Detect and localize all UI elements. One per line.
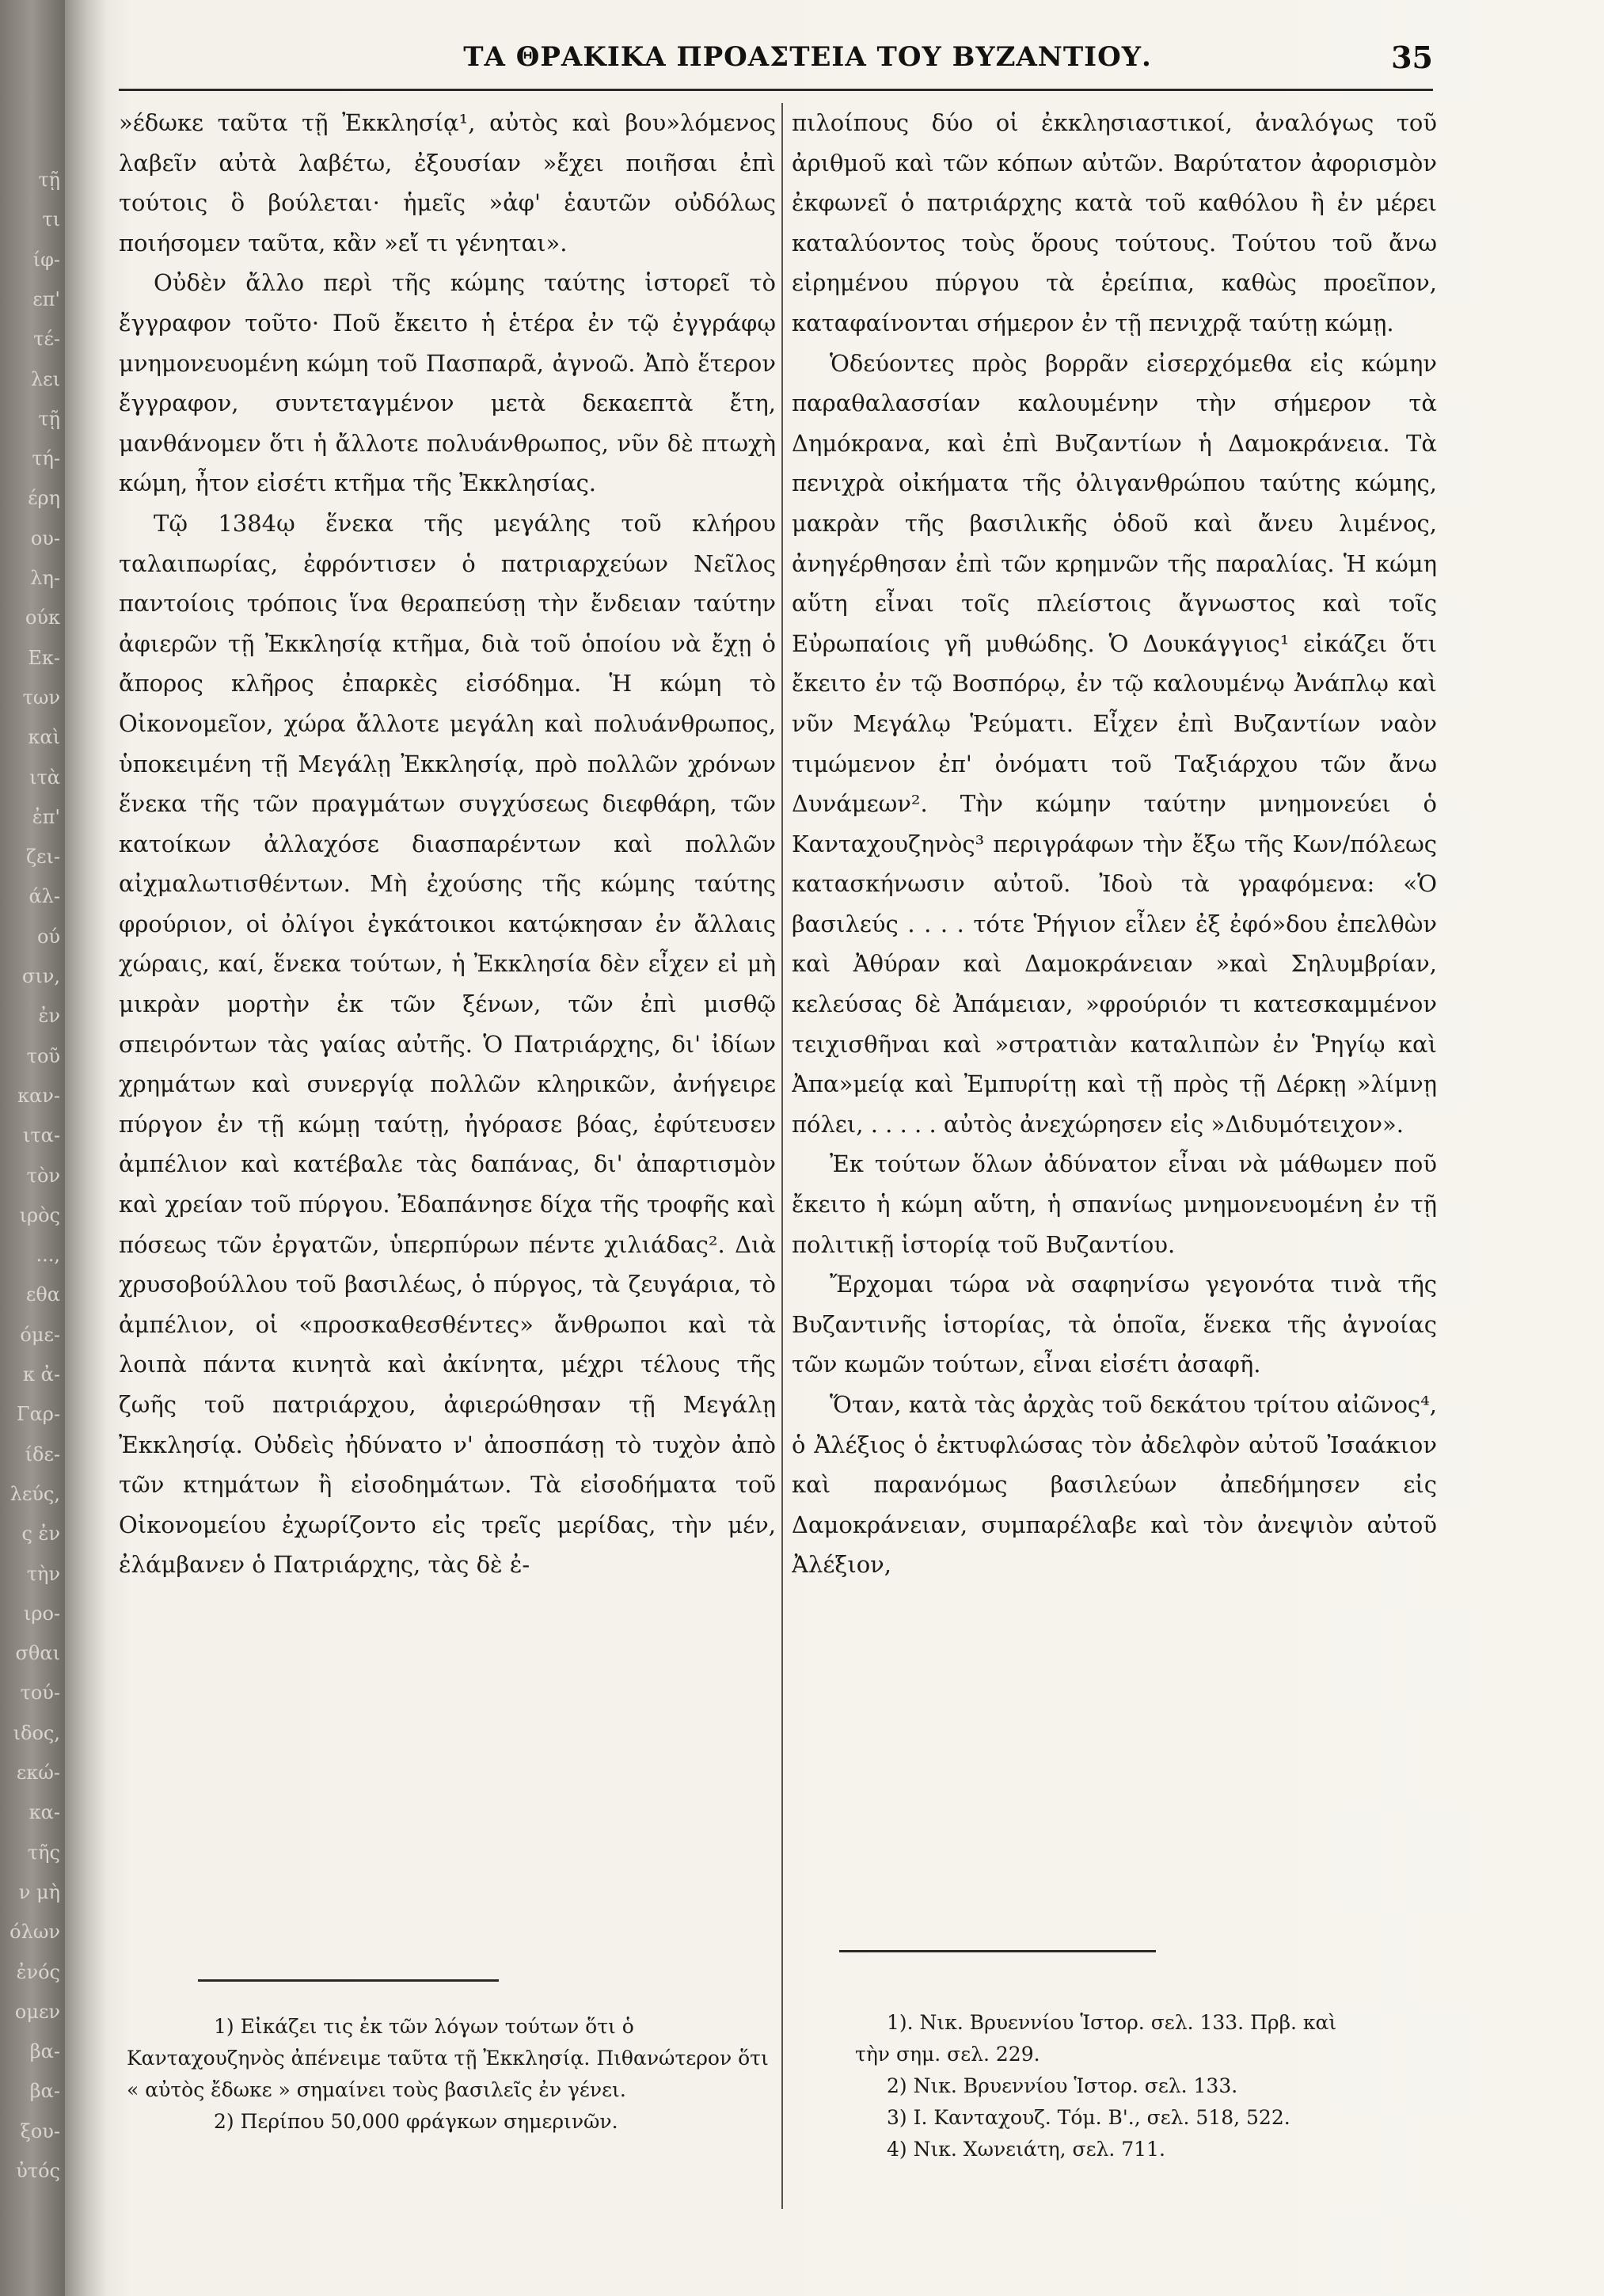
margin-fragment: ς ἐν xyxy=(21,1522,60,1545)
margin-fragment: τὴν xyxy=(26,1563,60,1585)
margin-fragment: Γαρ- xyxy=(16,1403,60,1425)
margin-fragment: ίφ- xyxy=(32,249,60,271)
margin-fragment: τέ- xyxy=(33,328,60,350)
footnote: 1) Εἰκάζει τις ἐκ τῶν λόγων τούτων ὅτι ὁ Κανταχουζηνὸς ἀπένειμε ταῦτα τῇ Ἐκκλησίᾳ. Πιθανώτερον ὅτι « αὐτὸς ἔδωκε » σημαίνει τοὺς βασιλεῖς ἐν γένει. xyxy=(127,2015,769,2101)
margin-fragment: ου- xyxy=(30,527,60,549)
margin-fragment: ἐπ' xyxy=(32,806,60,828)
footnote: 3) Ι. Κανταχουζ. Τόμ. Β'., σελ. 518, 522. xyxy=(887,2106,1290,2129)
paragraph: Ὅταν, κατὰ τὰς ἀρχὰς τοῦ δεκάτου τρίτου αἰῶνος⁴, ὁ Ἀλέξιος ὁ ἐκτυφλώσας τὸν ἀδελφὸν αὐτοῦ Ἰσαάκιον καὶ παρανόμως βασιλεύων ἀπεδήμησεν εἰς Δαμοκράνειαν, συμπαρέλαβε καὶ τὸν ἀνεψιὸν αὐτοῦ Ἀλέξιον, xyxy=(792,1391,1437,1579)
margin-fragment: ἐνός xyxy=(16,1961,60,1983)
margin-fragment: σιν, xyxy=(21,965,60,987)
margin-fragment: κ ἀ- xyxy=(23,1363,60,1386)
margin-fragment: βα- xyxy=(29,2080,60,2102)
margin-fragment: ὐτός xyxy=(16,2160,60,2182)
paragraph: Οὐδὲν ἄλλο περὶ τῆς κώμης ταύτης ἱστορεῖ τὸ ἔγγραφον τοῦτο· Ποῦ ἔκειτο ἡ ἑτέρα ἐν τῷ ἐγγράφῳ μνημονευομένη κώμη τοῦ Πασπαρᾶ, ἀγνοῶ. Ἀπὸ ἕτερον ἔγγραφον, συντεταγμένον μετὰ δεκαεπτὰ ἔτη, μανθάνομεν ὅτι ἡ ἄλλοτε πολυάνθρωπος, νῦν δὲ πτωχὴ κώμη, ἦτον εἰσέτι κτῆμα τῆς Ἐκκλησίας. xyxy=(119,269,776,497)
header-rule xyxy=(119,89,1433,91)
page-number: 35 xyxy=(1391,40,1433,75)
margin-fragment: τῇ xyxy=(38,169,60,191)
footnote-rule-right xyxy=(839,1950,1156,1952)
margin-fragment: τι xyxy=(42,208,60,230)
margin-fragment: κα- xyxy=(29,1801,60,1823)
footnote-rule-left xyxy=(198,1979,499,1982)
footnotes-left xyxy=(127,2011,776,2209)
paragraph: Τῷ 1384ῳ ἕνεκα τῆς μεγάλης τοῦ κλήρου ταλαιπωρίας, ἐφρόντισεν ὁ πατριαρχεύων Νεῖλος παντοίοις τρόποις ἵνα θεραπεύσῃ τὴν ἔνδειαν ταύτην ἀφιερῶν τῇ Ἐκκλησίᾳ κτῆμα, διὰ τοῦ ὁποίου νὰ ἔχῃ ὁ ἄπορος κλῆρος ἐπαρκὲς εἰσόδημα. Ἡ κώμη τὸ Οἰκονομεῖον, χώρα ἄλλοτε μεγάλη καὶ πολυάνθρωπος, ὑποκειμένη τῇ Μεγάλῃ Ἐκκλησίᾳ, πρὸ πολλῶν χρόνων ἕνεκα τῆς τῶν πραγμάτων συγχύσεως διεφθάρη, τῶν κατοίκων ἀλλαχόσε διασπαρέντων καὶ πολλῶν αἰχμαλωτισθέντων. Μὴ ἐχούσης τῆς κώμης ταύτης φρούριον, οἱ ὀλίγοι ἐγκάτοικοι κατῴκησαν ἐν ἄλλαις χώραις, καί, ἕνεκα τούτων, ἡ Ἐκκλησία δὲν εἶχεν εἰ μὴ μικρὰν μορτὴν ἐκ τῶν ξένων, τῶν ἐπὶ μισθῷ σπειρόντων τὰς γαίας αὐτῆς. Ὁ Πατριάρχης, δι' ἰδίων χρημάτων καὶ συνεργίᾳ πολλῶν κληρικῶν, ἀνήγειρε πύργον ἐν τῇ κώμῃ ταύτῃ, ἠγόρασε βόας, ἐφύτευσεν ἀμπέλιον καὶ κατέβαλε τὰς δαπάνας, δι' ἀπαρτισμὸν καὶ χρείαν τοῦ πύργου. Ἐδαπάνησε δίχα τῆς τροφῆς καὶ πόσεως τῶν ἐργατῶν, ὑπερπύρων πέντε χιλιάδας². Διὰ χρυσοβούλλου τοῦ βασιλέως, ὁ πύργος, τὰ ζευγάρια, τὸ ἀμπέλιον, οἱ «προσκαθεσθέντες» ἄνθρωποι καὶ τὰ λοιπὰ πάντα κινητὰ καὶ ἀκίνητα, μέχρι τέλους τῆς ζωῆς τοῦ πατριάρχου, ἀφιερώθησαν τῇ Μεγάλῃ Ἐκκλησίᾳ. Οὐδεὶς ἠδύνατο ν' ἀποσπάσῃ τὸ τυχὸν ἀπὸ τῶν κτημάτων ἢ εἰσοδημάτων. Τὰ εἰσοδήματα τοῦ Οἰκονομείου ἐχωρίζοντο εἰς τρεῖς μερίδας, τὴν μέν, ἐλάμβανεν ὁ Πατριάρχης, τὰς δὲ ἐ- xyxy=(119,509,776,1579)
footnote: 1). Νικ. Βρυεννίου Ἱστορ. σελ. 133. Πρβ. καὶ xyxy=(887,2011,1337,2034)
margin-fragment: τοῦ xyxy=(26,1045,60,1067)
left-column xyxy=(119,103,776,1924)
margin-fragment: λει xyxy=(30,368,60,390)
margin-fragment: σθαι xyxy=(15,1642,60,1664)
margin-fragment: ίδε- xyxy=(25,1443,60,1465)
paragraph: πιλοίπους δύο οἱ ἐκκλησιαστικοί, ἀναλόγως τοῦ ἀριθμοῦ καὶ τῶν κόπων αὐτῶν. Βαρύτατον ἀφορισμὸν ἐκφωνεῖ ὁ πατριάρχης κατὰ τοῦ καθόλου ἢ ἐν μέρει καταλύοντος τοὺς ὅρους τούτους. Τούτου τοῦ ἄνω εἰρημένου πύργου τὰ ἐρείπια, καθὼς προεῖπον, καταφαίνονται σήμερον ἐν τῇ πενιχρᾷ ταύτῃ κώμῃ. xyxy=(792,109,1437,336)
margin-fragment: ιρὸς xyxy=(19,1204,60,1226)
margin-fragment: βα- xyxy=(29,2040,60,2062)
paragraph: Ἐκ τούτων ὅλων ἀδύνατον εἶναι νὰ μάθωμεν ποῦ ἔκειτο ἡ κώμη αὕτη, ἡ σπανίως μνημονευομένη ἐν τῇ πολιτικῇ ἱστορίᾳ τοῦ Βυζαντίου. xyxy=(792,1150,1437,1258)
footnote: τὴν σημ. σελ. 229. xyxy=(855,2043,1040,2066)
margin-fragment: καν- xyxy=(17,1085,60,1107)
margin-fragment: καὶ xyxy=(28,726,60,748)
margin-fragment: ούκ xyxy=(25,606,60,629)
margin-fragment: λη- xyxy=(30,567,60,589)
margin-fragment: άλ- xyxy=(29,885,60,907)
margin-fragment: επ' xyxy=(32,288,60,310)
margin-fragment: ιτὰ xyxy=(29,766,60,789)
margin-fragment: ξου- xyxy=(20,2120,60,2142)
footnote: 4) Νικ. Χωνειάτη, σελ. 711. xyxy=(887,2138,1165,2161)
margin-fragment: όμε- xyxy=(20,1324,60,1346)
margin-fragment: των xyxy=(22,686,60,709)
right-column xyxy=(792,103,1437,1924)
margin-fragment: εκώ- xyxy=(16,1762,60,1784)
footnote: 2) Νικ. Βρυεννίου Ἱστορ. σελ. 133. xyxy=(887,2074,1238,2097)
margin-fragment: ομεν xyxy=(14,2001,60,2023)
margin-fragment: ιδος, xyxy=(13,1722,60,1744)
column-divider xyxy=(781,103,783,2209)
footnotes-right xyxy=(855,2007,1457,2221)
margin-fragment: τὸν xyxy=(26,1165,60,1187)
margin-fragment: ..., xyxy=(36,1244,60,1266)
margin-fragment: ζει- xyxy=(26,846,60,868)
paragraph: »έδωκε ταῦτα τῇ Ἐκκλησίᾳ¹, αὐτὸς καὶ βου»λόμενος λαβεῖν αὐτὰ λαβέτω, ἐξουσίαν »ἔχει ποιῆσαι ἐπὶ τούτοις ὃ βούλεται· ἡμεῖς »ἀφ' ἑαυτῶν οὐδόλως ποιήσομεν ταῦτα, κἂν »εἴ τι γένηται». xyxy=(119,109,776,257)
margin-fragment: τή- xyxy=(32,447,60,469)
paragraph: Ὁδεύοντες πρὸς βορρᾶν εἰσερχόμεθα εἰς κώμην παραθαλασσίαν καλουμένην τὴν σήμερον τὰ Δημόκρανα, καὶ ἐπὶ Βυζαντίων ἡ Δαμοκράνεια. Τὰ πενιχρὰ οἰκήματα τῆς ὀλιγανθρώπου ταύτης κώμης, μακρὰν τῆς βασιλικῆς ὁδοῦ καὶ ἄνευ λιμένος, ἀνηγέρθησαν ἐπὶ τῶν κρημνῶν τῆς παραλίας. Ἡ κώμη αὕτη εἶναι τοῖς πλείστοις ἄγνωστος καὶ τοῖς Εὐρωπαίοις γῆ μυθώδης. Ὁ Δουκάγγιος¹ εἰκάζει ὅτι ἔκειτο ἐν τῷ Βοσπόρῳ, ἐν τῷ καλουμένῳ Ἀνάπλῳ καὶ νῦν Μεγάλῳ Ῥεύματι. Εἶχεν ἐπὶ Βυζαντίων ναὸν τιμώμενον ἐπ' ὀνόματι τοῦ Ταξιάρχου τῶν ἄνω Δυνάμεων². Τὴν κώμην ταύτην μνημονεύει ὁ Κανταχουζηνὸς³ περιγράφων τὴν ἔξω τῆς Κων/πόλεως κατασκήνωσιν αὐτοῦ. Ἰδοὺ τὰ γραφόμενα: «Ὁ βασιλεύς . . . . τότε Ῥήγιον εἶλεν ἐξ ἐφό»δου ἐπελθὼν καὶ Ἀθύραν καὶ Δαμοκράνειαν »καὶ Σηλυμβρίαν, κελεύσας δὲ Ἀπάμειαν, »φρούριόν τι κατεσκαμμένον τειχισθῆναι καὶ »στρατιὰν καταλιπὼν ἐν Ῥηγίῳ καὶ Ἀπα»μείᾳ καὶ Ἐμπυρίτῃ καὶ τῇ πρὸς τῇ Δέρκῃ »λίμνῃ πόλει, . . . . . αὐτὸς ἀνεχώρησεν εἰς »Διδυμότειχον». xyxy=(792,349,1437,1138)
margin-fragment: ιρο- xyxy=(23,1602,60,1625)
margin-fragment: ιτα- xyxy=(22,1124,60,1146)
margin-fragment: ἐν xyxy=(38,1005,60,1027)
margin-fragment: όλων xyxy=(10,1921,60,1943)
margin-fragment: ν μὴ xyxy=(18,1881,60,1903)
margin-fragment: Εκ- xyxy=(28,647,60,669)
margin-fragment: ού xyxy=(36,926,60,948)
margin-fragment: έρη xyxy=(28,487,60,509)
margin-fragment: τῇ xyxy=(38,408,60,430)
margin-fragment: τῆς xyxy=(27,1842,60,1864)
margin-fragment: τού- xyxy=(20,1682,60,1704)
margin-fragment: εθα xyxy=(25,1283,60,1306)
paragraph: Ἔρχομαι τώρα νὰ σαφηνίσω γεγονότα τινὰ τῆς Βυζαντινῆς ἱστορίας, τὰ ὁποῖα, ἕνεκα τῆς ἀγνοίας τῶν κωμῶν τούτων, εἶναι εἰσέτι ἀσαφῆ. xyxy=(792,1271,1437,1378)
footnote: 2) Περίπου 50,000 φράγκων σημερινῶν. xyxy=(214,2110,618,2133)
running-head: ΤΑ ΘΡΑΚΙΚΑ ΠΡΟΑΣΤΕΙΑ ΤΟΥ ΒΥΖΑΝΤΙΟΥ. xyxy=(463,41,1152,73)
margin-fragment: λεύς, xyxy=(10,1483,60,1505)
